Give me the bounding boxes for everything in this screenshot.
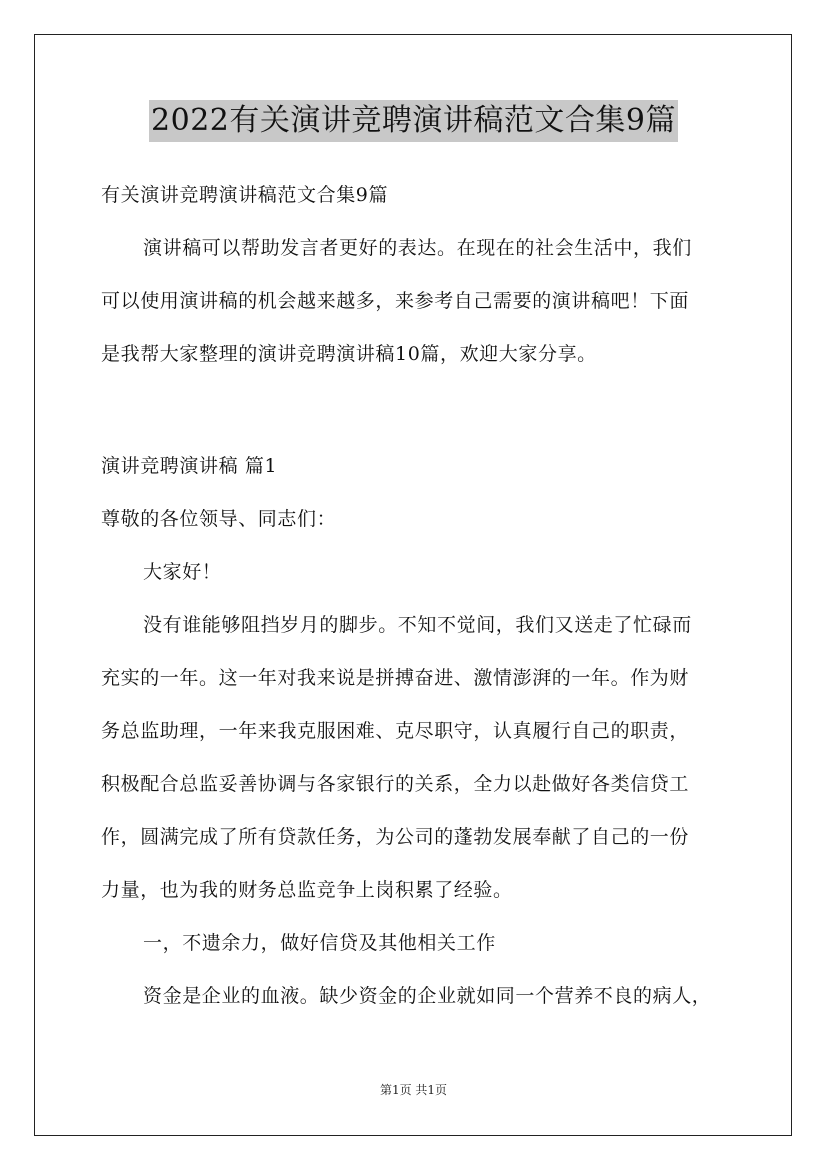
body-line-5: 作，圆满完成了所有贷款任务，为公司的蓬勃发展奉献了自己的一份 [101, 826, 690, 848]
intro-line-3: 是我帮大家整理的演讲竞聘演讲稿10篇，欢迎大家分享。 [101, 343, 597, 365]
greeting: 大家好！ [143, 561, 222, 583]
point-heading: 一，不遗余力，做好信贷及其他相关工作 [143, 932, 496, 954]
body-line-3: 务总监助理，一年来我克服困难、克尽职守，认真履行自己的职责， [101, 720, 690, 742]
document-subtitle: 有关演讲竞聘演讲稿范文合集9篇 [101, 184, 389, 206]
body-line-6: 力量，也为我的财务总监竞争上岗积累了经验。 [101, 879, 513, 901]
intro-line-2: 可以使用演讲稿的机会越来越多，来参考自己需要的演讲稿吧！下面 [101, 290, 690, 312]
body-line-1: 没有谁能够阻挡岁月的脚步。不知不觉间，我们又送走了忙碌而 [143, 614, 692, 636]
intro-line-1: 演讲稿可以帮助发言者更好的表达。在现在的社会生活中，我们 [143, 237, 692, 259]
page-footer: 第1页 共1页 [379, 1083, 448, 1097]
document-title [0, 100, 827, 142]
section-heading: 演讲竞聘演讲稿 篇1 [101, 455, 278, 477]
document-title-text: 2022有关演讲竞聘演讲稿范文合集9篇 [149, 100, 678, 142]
body-line-7: 资金是企业的血液。缺少资金的企业就如同一个营养不良的病人， [143, 985, 712, 1007]
body-line-2: 充实的一年。这一年对我来说是拼搏奋进、激情澎湃的一年。作为财 [101, 667, 690, 689]
salutation: 尊敬的各位领导、同志们： [101, 508, 337, 530]
body-line-4: 积极配合总监妥善协调与各家银行的关系，全力以赴做好各类信贷工 [101, 773, 690, 795]
